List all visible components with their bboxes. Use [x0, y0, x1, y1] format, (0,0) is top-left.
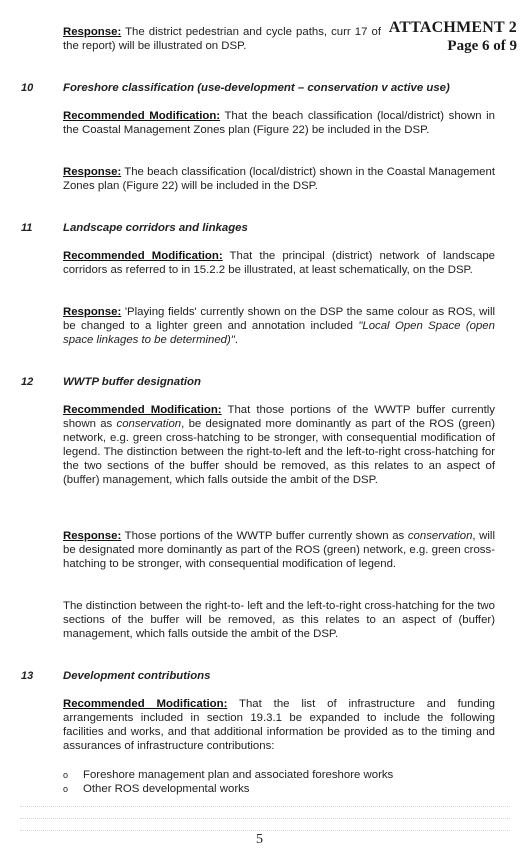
- recommended-label: Recommended Modification:: [63, 404, 222, 416]
- response-label: Response:: [63, 306, 122, 318]
- recommended-text-cont: , be designated more dominantly as part of the ROS (green) network, e.g. green cross-hatching to be stronger, with consequential modification of legend. The distinction between the right-to-left and the left-to-right cross-hatching for the two sections of the buffer should be removed, as this relates to an aspect of (buffer) management, which falls outside the ambit of the DSP.: [63, 418, 495, 486]
- section-heading-11: Landscape corridors and linkages: [63, 222, 248, 234]
- recommended-modification-11: [63, 249, 495, 277]
- recommended-text: That those portions of the WWTP buffer currently shown as: [63, 404, 496, 430]
- recommended-label: Recommended Modification:: [63, 250, 223, 262]
- response-quote: "Local Open Space (open space linkages to be determined)": [63, 320, 495, 346]
- response-text: Those portions of the WWTP buffer currently shown as: [121, 530, 408, 542]
- attachment-header: [389, 18, 517, 56]
- response-italic: conservation: [407, 530, 473, 542]
- section-number-10: 10: [21, 82, 34, 94]
- recommended-text: That the list of infrastructure and funding arrangements included in section 19.3.1 be expanded to include the following facilities and works, and that additional information be provided as to the timing and assurances of infrastructure contributions:: [63, 698, 495, 752]
- recommended-label: Recommended Modification:: [63, 698, 228, 710]
- response-label: Response:: [63, 166, 122, 178]
- bullet-marker-icon: o: [63, 770, 69, 780]
- response-text-cont: , will be designated more dominantly as part of the ROS (green) network, e.g. green cross-hatching to be stronger, with consequential modification of legend.: [63, 530, 495, 570]
- page-number: 5: [256, 832, 263, 847]
- recommended-text: That the principal (district) network of landscape corridors as referred to in 15.2.2 be illustrated, at least schematically, on the DSP.: [63, 250, 495, 276]
- response-10: [63, 165, 495, 193]
- response-11: [63, 305, 495, 347]
- response-12-extra: The distinction between the right-to- left and the left-to-right cross-hatching for the two sections of the buffer will be removed, as this relates to an aspect of (buffer) management, which falls outside the ambit of the DSP.: [63, 600, 495, 640]
- attachment-title: ATTACHMENT 2: [388, 19, 517, 36]
- attachment-page: Page 6 of 9: [447, 38, 517, 54]
- divider: [20, 818, 510, 819]
- section-heading-13: Development contributions: [63, 670, 211, 682]
- section-number-13: 13: [21, 670, 34, 682]
- bullet-text: Foreshore management plan and associated foreshore works: [83, 769, 394, 781]
- section-heading-10: Foreshore classification (use-development – conservation v active use): [63, 82, 450, 94]
- response-label: Response:: [63, 530, 122, 542]
- recommended-modification-10: [63, 109, 495, 137]
- response-text: The district pedestrian and cycle paths, curr 17 of the report) will be illustrated on DSP.: [63, 26, 381, 52]
- bullet-text: Other ROS developmental works: [83, 783, 250, 795]
- bullet-item: [63, 768, 393, 782]
- section-number-12: 12: [21, 376, 34, 388]
- divider: [20, 830, 510, 831]
- bullet-item: [63, 782, 250, 796]
- section-number-11: 11: [21, 222, 33, 234]
- recommended-label: Recommended Modification:: [63, 110, 221, 122]
- recommended-modification-13: [63, 697, 495, 753]
- response-label: Response:: [63, 26, 122, 38]
- response-12: [63, 529, 495, 571]
- recommended-italic: conservation: [116, 418, 182, 430]
- recommended-modification-12: [63, 403, 495, 487]
- response-paragraph-prev: [63, 25, 381, 53]
- response-end: .: [234, 334, 239, 346]
- bullet-marker-icon: o: [63, 784, 69, 794]
- response-text: 'Playing fields' currently shown on the DSP the same colour as ROS, will be changed to a lighter green and annotation included: [63, 306, 495, 332]
- response-text: The beach classification (local/district) shown in the Coastal Management Zones plan (Figure 22) will be included in the DSP.: [63, 166, 495, 192]
- recommended-text: That the beach classification (local/district) shown in the Coastal Management Zones plan (Figure 22) be included in the DSP.: [63, 110, 495, 136]
- section-heading-12: WWTP buffer designation: [63, 376, 201, 388]
- divider: [20, 806, 510, 807]
